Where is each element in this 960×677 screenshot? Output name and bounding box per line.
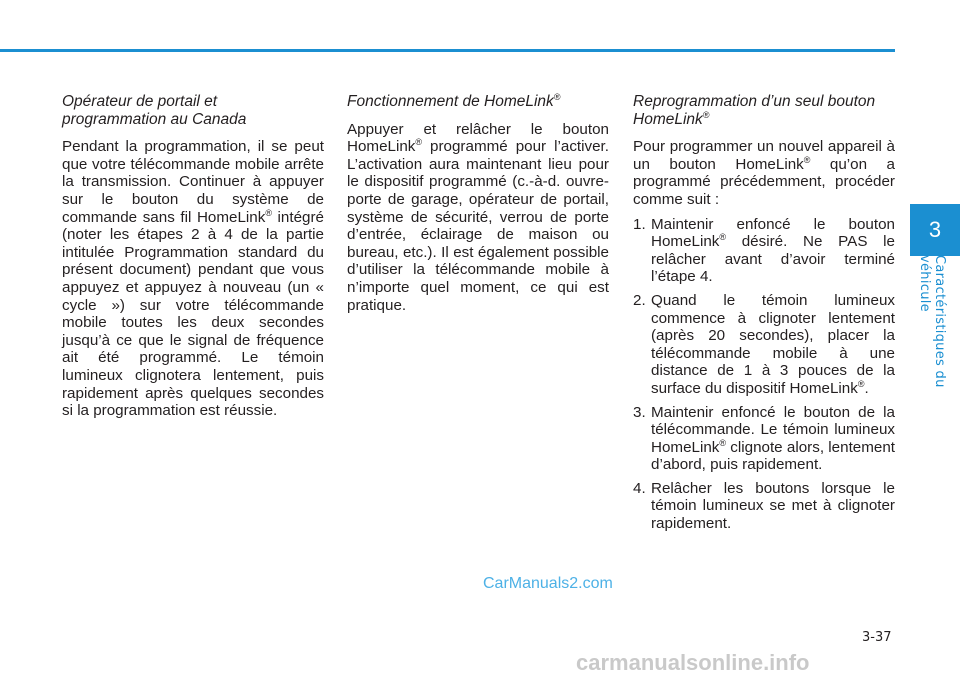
- footer-watermark: carmanualsonline.info: [576, 650, 810, 675]
- steps-list: [633, 216, 895, 533]
- registered-mark: ®: [857, 378, 865, 389]
- list-item: 1. Maintenir enfoncé le bouton HomeLink® désiré. Ne PAS le relâcher avant d’avoir terminé l’étape 4.: [633, 215, 895, 286]
- registered-mark: ®: [719, 437, 727, 448]
- list-item: 4. Relâcher les boutons lorsque le témoin lumineux se met à clignoter rapidement.: [633, 479, 895, 533]
- section-heading: Fonctionnement de HomeLink®: [347, 92, 561, 110]
- body-paragraph: Pendant la programmation, il se peut que votre télécommande mobile arrête la transmission. Continuer à appuyer sur le bouton du système de commande sans fil HomeLink® intégré (noter les étapes 2 à 4 de la partie intitulée Programmation standard du présent document) pendant que vous appuyez et appuyez à nouveau (un « cycle ») sur votre télécommande mobile toutes les deux secondes jusqu’à ce que le signal de fréquence ait été programmé. Le témoin lumineux clignotera lentement, puis rapidement après quelques secondes si la programmation est réussie.: [62, 138, 324, 420]
- intro-paragraph: Pour programmer un nouvel appareil à un bouton HomeLink® qu’on a programmé précédemment, procéder comme suit :: [633, 138, 895, 208]
- registered-mark: ®: [265, 207, 272, 218]
- column-canada-programming: [62, 93, 324, 420]
- header-rule: [0, 49, 895, 52]
- registered-mark: ®: [702, 109, 710, 120]
- section-heading: Opérateur de portail et programmation au Canada: [62, 93, 247, 128]
- registered-mark: ®: [719, 232, 727, 243]
- list-item: 3. Maintenir enfoncé le bouton de la télécommande. Le témoin lumineux HomeLink® clignote alors, lentement d’abord, puis rapidement.: [633, 403, 895, 474]
- section-heading: Reprogrammation d’un seul bouton HomeLink®: [633, 93, 876, 128]
- page-number: 3-37: [862, 630, 892, 645]
- chapter-title: Caractéristiques du véhicule: [917, 255, 947, 388]
- body-paragraph: Appuyer et relâcher le bouton HomeLink® programmé pour l’activer. L’activation aura maintenant lieu pour le dispositif programmé (c.-à-d. ouvre-porte de garage, opérateur de portail, système de sécurité, verrou de porte d’entrée, éclairage de maison ou bureau, etc.). Il est également possible d’utiliser la télécommande mobile à n’importe quel moment, ce qui est pratique.: [347, 120, 609, 314]
- registered-mark: ®: [415, 137, 423, 148]
- column-homelink-operation: [347, 93, 609, 314]
- column-reprogramming: [633, 93, 895, 539]
- registered-mark: ®: [803, 154, 811, 165]
- chapter-tab: 3: [910, 204, 960, 256]
- watermark-link[interactable]: CarManuals2.com: [483, 575, 613, 592]
- registered-mark: ®: [553, 92, 561, 102]
- list-item: 2. Quand le témoin lumineux commence à clignoter lentement (après 20 secondes), placer la télécommande mobile à une distance de 1 à 3 pouces de la surface du dispositif HomeLink®.: [633, 291, 895, 397]
